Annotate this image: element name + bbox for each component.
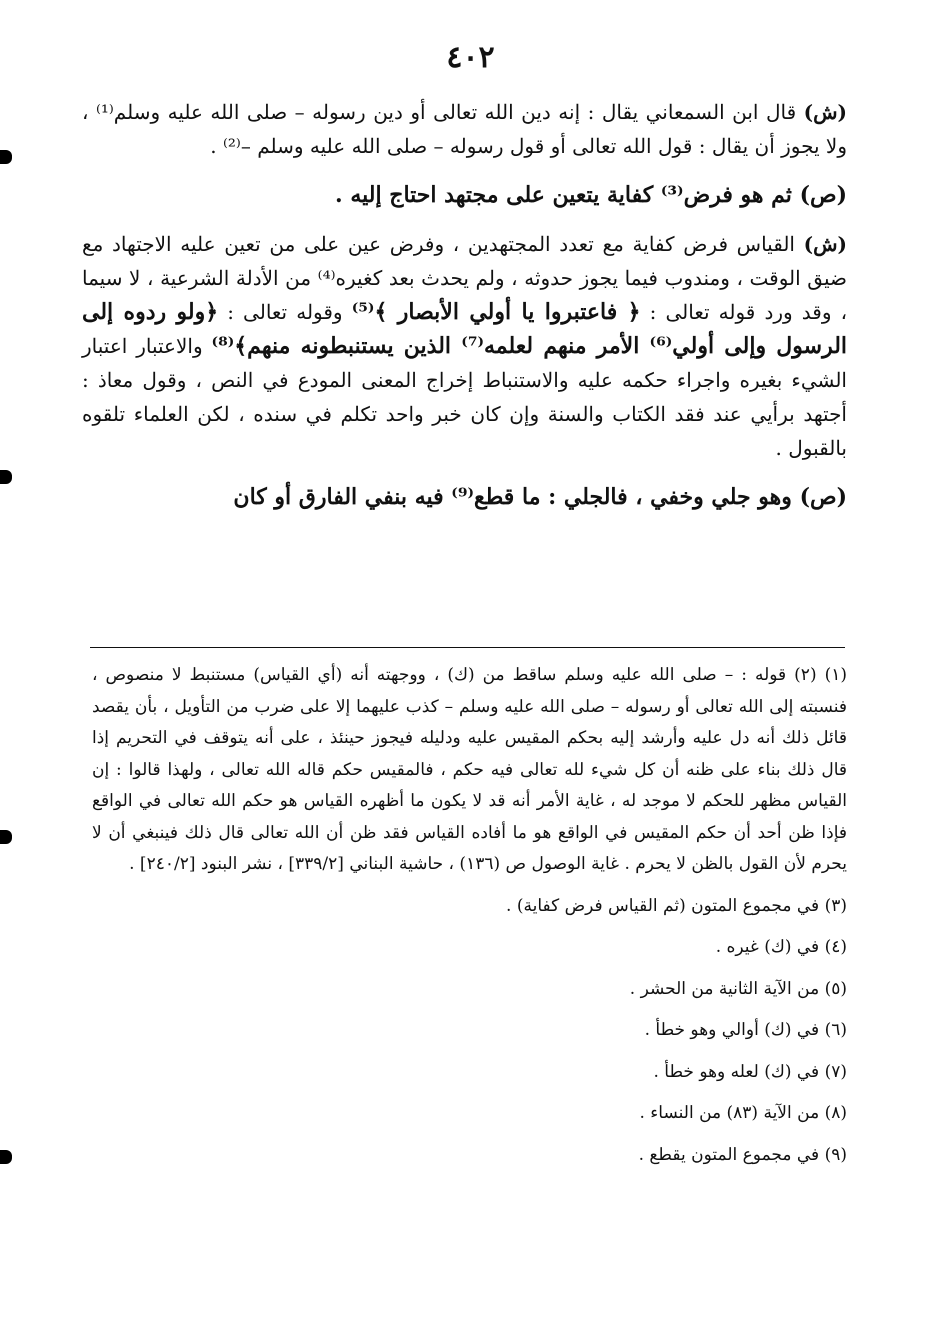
paragraph-marker: (ص) bbox=[799, 484, 847, 510]
page-number: ٤٠٢ bbox=[446, 40, 495, 75]
paragraph-text: القياس فرض كفاية مع تعدد المجتهدين ، وفرض عين على من تعين عليه الاجتهاد مع ضيق الوقت ، ومندوب فيما يجوز حدوثه ، ولم يحدث بعد كغيره⁽⁴⁾ من الأدلة الشرعية ، لا سيما ، وقد ورد قوله تعالى : bbox=[82, 232, 848, 324]
footnotes bbox=[92, 660, 847, 1181]
footnote: (٥) من الآية الثانية من الحشر . bbox=[629, 978, 847, 999]
paragraph-text: قال ابن السمعاني يقال : إنه دين الله تعالى أو دين رسوله – صلى الله عليه وسلم⁽¹⁾ ، ولا يجوز أن يقال : قول الله تعالى أو قول رسوله – صلى الله عليه وسلم –⁽²⁾ . bbox=[82, 100, 847, 158]
footnote: (٤) في (ك) غيره . bbox=[715, 937, 847, 957]
main-text bbox=[82, 95, 847, 529]
footnote: (١) (٢) قوله : – صلى الله عليه وسلم ساقط من (ك) ، ووجهته أنه (أي القياس) مستنبط لا منصوص ، فنسبته إلى الله تعالى أو رسوله – صلى الله عليه وسلم – كذب عليهما إلا على ضرب من التأويل ، بأن يقصد قائل ذلك أنه دل عليه وأرشد إليه بحكم المقيس عليه ودليله فيجوز حينئذ ، على أنه يتوقف في التحريم إذا قال ذلك بناء على ظنه أن كل شيء لله تعالى فيه حكم ، فالمقيس حكم قاله الله تعالى ، ولهذا قالوا : إن القياس مظهر للحكم لا موجد له ، غاية الأمر أنه قد لا يكون ما أظهره القياس هو حكم الله تعالى في الواقع فإذا ظن أحد أن حكم المقيس في الواقع هو ما أفاده القياس فقد ظن أن الله تعالى قال ذلك فينبغي أن لا يحرم لأن القول بالظن لا يحرم . غاية الوصول ص (١٣٦) ، حاشية البناني [٣٣٩/٢] ، نشر البنود [٢٤٠/٢] . bbox=[92, 665, 847, 874]
margin-mark bbox=[0, 150, 12, 164]
paragraph-marker: (ص) bbox=[799, 182, 847, 208]
footnote: (٨) من الآية (٨٣) من النساء . bbox=[639, 1103, 847, 1123]
margin-mark bbox=[0, 830, 12, 844]
paragraph-text: وهو جلي وخفي ، فالجلي : ما قطع⁽⁹⁾ فيه بنفي الفارق أو كان bbox=[233, 484, 792, 510]
footnote-divider bbox=[90, 647, 845, 648]
paragraph bbox=[82, 227, 847, 465]
footnote: (٩) في مجموع المتون يقطع . bbox=[638, 1144, 847, 1165]
quran-verse: ﴿ فاعتبروا يا أولي الأبصار ﴾⁽⁵⁾ bbox=[351, 299, 641, 325]
paragraph bbox=[82, 177, 847, 213]
footnote: (٧) في (ك) لعله وهو خطأ . bbox=[653, 1061, 847, 1082]
paragraph-marker: (ش) bbox=[803, 232, 847, 256]
paragraph bbox=[82, 479, 847, 515]
footnote: (٦) في (ك) أوالي وهو خطأ . bbox=[644, 1020, 847, 1040]
paragraph-text: ثم هو فرض⁽³⁾ كفاية يتعين على مجتهد احتاج إليه . bbox=[335, 182, 792, 208]
footnote: (٣) في مجموع المتون (ثم القياس فرض كفاية) . bbox=[506, 895, 847, 916]
paragraph-marker: (ش) bbox=[803, 100, 847, 124]
paragraph bbox=[82, 95, 847, 163]
margin-mark bbox=[0, 1150, 12, 1164]
quran-verse: ﴿ولو ردوه إلى الرسول وإلى أولي⁽⁶⁾ الأمر منهم لعلمه⁽⁷⁾ الذين يستنبطونه منهم﴾⁽⁸⁾ bbox=[82, 299, 848, 359]
margin-mark bbox=[0, 470, 12, 484]
paragraph-text: وقوله تعالى : bbox=[227, 300, 343, 324]
paragraph-text: والاعتبار اعتبار الشيء بغيره واجراء حكمه عليه والاستنباط إخراج المعنى المودع في النص ، وقول معاذ : أجتهد برأيي عند فقد الكتاب والسنة وإن كان خبر واحد تكلم في سنده ، لكن العلماء تلقوه بالقبول . bbox=[82, 334, 847, 460]
